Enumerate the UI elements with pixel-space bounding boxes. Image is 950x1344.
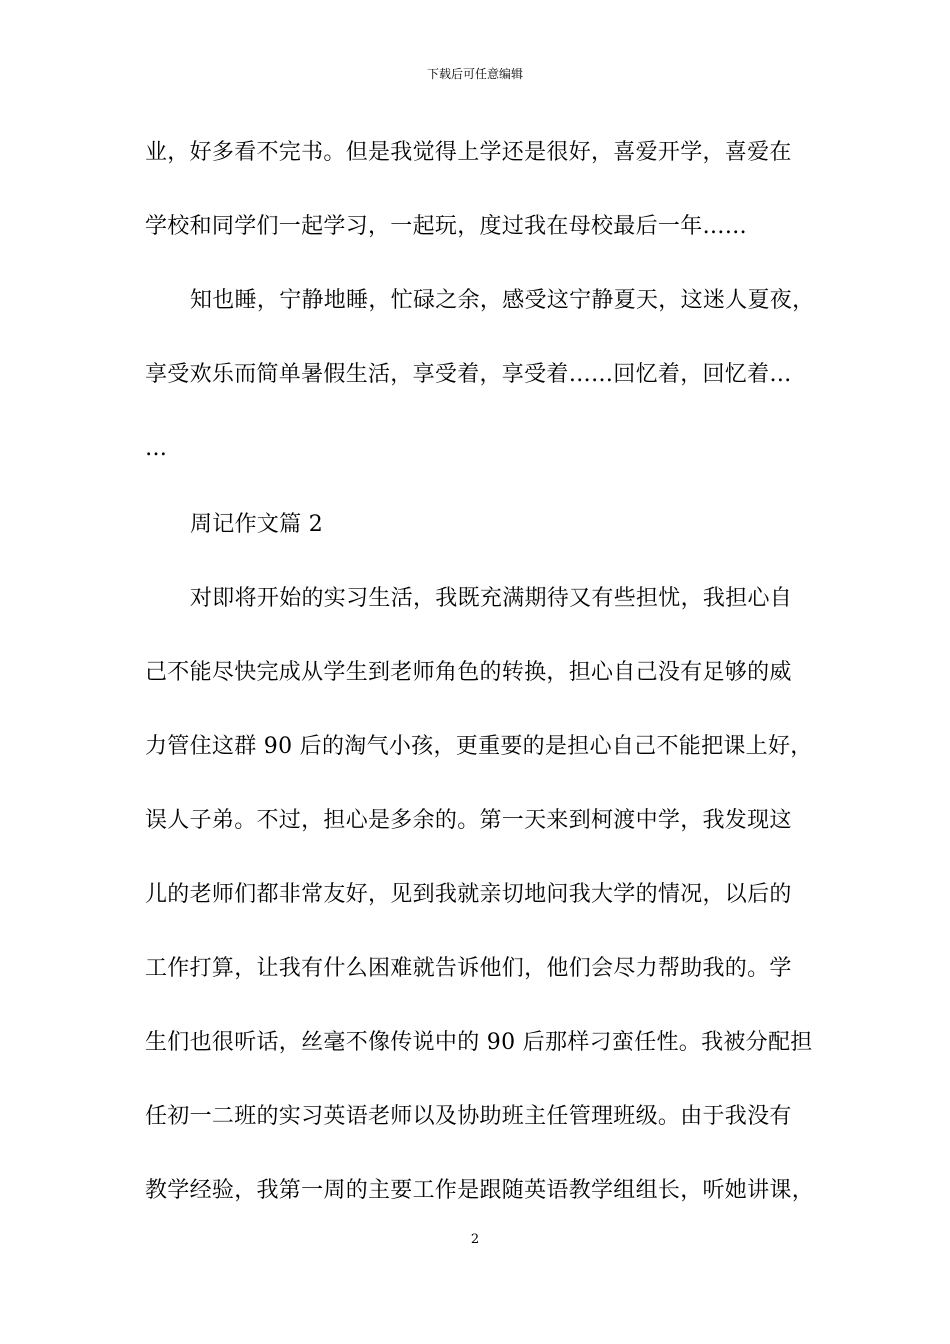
section-heading: 周记作文篇 2 <box>190 512 324 537</box>
text-line: 生们也很听话，丝毫不像传说中的 90 后那样刁蛮任性。我被分配担 <box>145 1030 813 1055</box>
text-line: 己不能尽快完成从学生到老师角色的转换，担心自己没有足够的威 <box>145 660 792 685</box>
text-line: 工作打算，让我有什么困难就告诉他们，他们会尽力帮助我的。学 <box>145 956 792 981</box>
text-line: 业，好多看不完书。但是我觉得上学还是很好，喜爱开学，喜爱在 <box>145 140 792 165</box>
text-line: 学校和同学们一起学习，一起玩，度过我在母校最后一年…… <box>145 214 748 239</box>
page-header: 下载后可任意编辑 <box>426 67 523 81</box>
text-line: 教学经验，我第一周的主要工作是跟随英语教学组组长，听她讲课， <box>145 1178 815 1203</box>
page-number: 2 <box>470 1232 480 1247</box>
text-line: 知也睡，宁静地睡，忙碌之余，感受这宁静夏天，这迷人夏夜， <box>190 288 815 313</box>
text-line: 对即将开始的实习生活，我既充满期待又有些担忧，我担心自 <box>190 586 793 611</box>
text-line: 任初一二班的实习英语老师以及协助班主任管理班级。由于我没有 <box>145 1104 792 1129</box>
text-line: 儿的老师们都非常友好，见到我就亲切地问我大学的情况，以后的 <box>145 882 792 907</box>
text-line: 误人子弟。不过，担心是多余的。第一天来到柯渡中学，我发现这 <box>145 808 792 833</box>
text-line: 享受欢乐而简单暑假生活，享受着，享受着……回忆着，回忆着… <box>145 362 792 387</box>
text-line: 力管住这群 90 后的淘气小孩，更重要的是担心自己不能把课上好， <box>145 734 813 759</box>
text-line: … <box>145 436 168 461</box>
